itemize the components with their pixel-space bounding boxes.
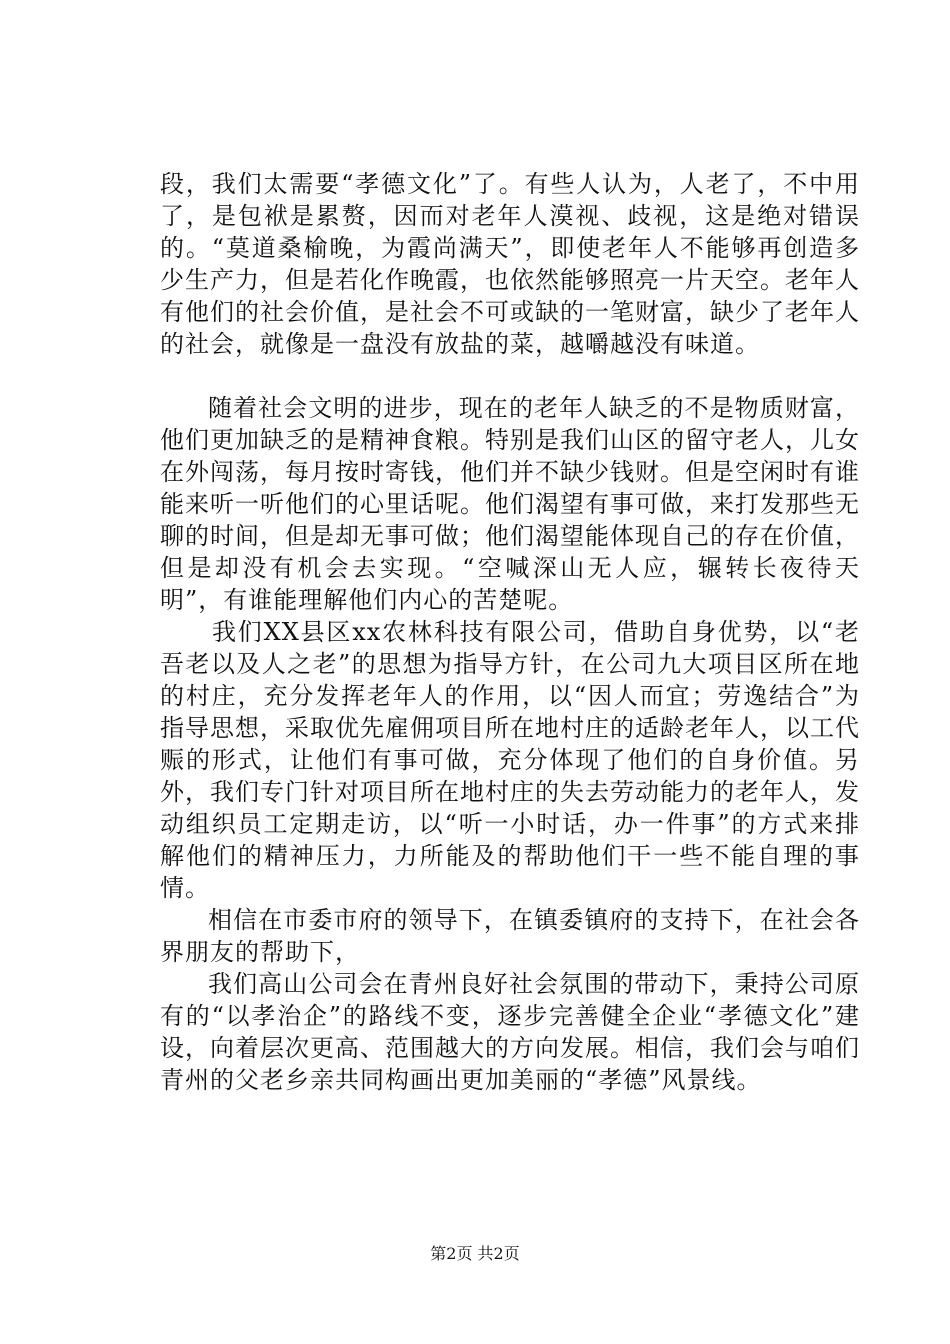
paragraph-elderly-value: 段，我们太需要“孝德文化”了。有些人认为，人老了，不中用了，是包袱是累赘，因而对老年人漠视、歧视，这是绝对错误的。“莫道桑榆晚，为霞尚满天”，即使老年人不能够再创造多少生产力，但是若化作晚霞，也依然能够照亮一片天空。老年人有他们的社会价值，是社会不可或缺的一笔财富，缺少了老年人的社会，就像是一盘没有放盐的菜，越嚼越没有味道。 (160, 170, 860, 358)
paragraph-future-outlook: 我们高山公司会在青州良好社会氛围的带动下，秉持公司原有的“以孝治企”的路线不变，逐步完善健全企业“孝德文化”建设，向着层次更高、范围越大的方向发展。相信，我们会与咱们青州的父老乡亲共同构画出更加美丽的“孝德”风景线。 (160, 970, 860, 1094)
document-body (160, 168, 860, 1096)
paragraph-company-actions: 我们XX县区xx农林科技有限公司，借助自身优势，以“老吾老以及人之老”的思想为指导方针，在公司九大项目区所在地的村庄，充分发挥老年人的作用，以“因人而宜；劳逸结合”为指导思想，采取优先雇佣项目所在地村庄的适龄老年人，以工代赈的形式，让他们有事可做，充分体现了他们的自身价值。另外，我们专门针对项目所在地村庄的失去劳动能力的老年人，发动组织员工定期走访，以“听一小时话，办一件事”的方式来排解他们的精神压力，力所能及的帮助他们干一些不能自理的事情。 (160, 618, 860, 902)
paragraph-spiritual-needs: 随着社会文明的进步，现在的老年人缺乏的不是物质财富，他们更加缺乏的是精神食粮。特别是我们山区的留守老人，儿女在外闯荡，每月按时寄钱，他们并不缺少钱财。但是空闲时有谁能来听一听他们的心里话呢。他们渴望有事可做，来打发那些无聊的时间，但是却无事可做；他们渴望能体现自己的存在价值，但是却没有机会去实现。“空喊深山无人应，辗转长夜待天明”，有谁能理解他们内心的苦楚呢。 (160, 394, 860, 614)
page-number-footer: 第2页 共2页 (430, 1244, 520, 1263)
paragraph-support-statement: 相信在市委市府的领导下，在镇委镇府的支持下，在社会各界朋友的帮助下， (160, 906, 860, 966)
